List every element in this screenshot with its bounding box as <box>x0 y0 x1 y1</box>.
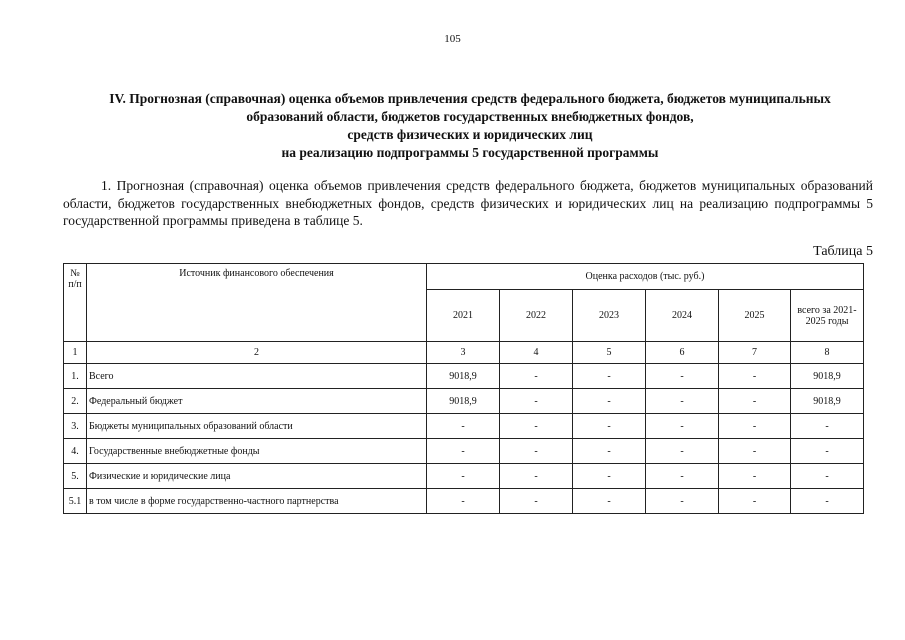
value-2024: - <box>646 414 719 439</box>
section-heading <box>40 90 900 162</box>
row-source: Федеральный бюджет <box>87 389 427 414</box>
table-row <box>64 364 864 389</box>
index-cell: 6 <box>646 342 719 364</box>
financing-table <box>63 263 864 514</box>
value-2025: - <box>719 489 791 514</box>
value-2021: - <box>427 464 500 489</box>
value-2023: - <box>573 464 646 489</box>
row-source: Физические и юридические лица <box>87 464 427 489</box>
heading-line: образований области, бюджетов государственных внебюджетных фондов, <box>246 109 694 124</box>
row-source: Всего <box>87 364 427 389</box>
row-num: 1. <box>64 364 87 389</box>
table-caption: Таблица 5 <box>813 244 873 259</box>
row-source: Бюджеты муниципальных образований области <box>87 414 427 439</box>
body-paragraph: 1. Прогнозная (справочная) оценка объемов привлечения средств федерального бюджета, бюджетов муниципальных образований области, бюджетов государственных внебюджетных фондов, средств физических и юридических лиц на реализацию подпрограммы 5 государственной программы приведена в таблице 5. <box>63 178 873 228</box>
table-row <box>64 389 864 414</box>
heading-line: средств физических и юридических лиц <box>347 127 593 142</box>
table-row <box>64 439 864 464</box>
value-total: 9018,9 <box>791 364 864 389</box>
table-row <box>64 464 864 489</box>
value-2024: - <box>646 489 719 514</box>
index-cell: 3 <box>427 342 500 364</box>
header-estimate: Оценка расходов (тыс. руб.) <box>427 264 864 290</box>
value-2021: - <box>427 439 500 464</box>
header-year: 2024 <box>646 290 719 342</box>
value-2022: - <box>500 489 573 514</box>
value-2021: - <box>427 489 500 514</box>
page-number: 105 <box>444 33 461 45</box>
value-2025: - <box>719 464 791 489</box>
heading-line: на реализацию подпрограммы 5 государственной программы <box>281 145 659 160</box>
value-2025: - <box>719 389 791 414</box>
row-source: Государственные внебюджетные фонды <box>87 439 427 464</box>
value-2022: - <box>500 414 573 439</box>
value-2022: - <box>500 364 573 389</box>
value-2025: - <box>719 414 791 439</box>
value-2022: - <box>500 439 573 464</box>
row-num: 5. <box>64 464 87 489</box>
value-2025: - <box>719 364 791 389</box>
header-year: 2022 <box>500 290 573 342</box>
header-year: 2025 <box>719 290 791 342</box>
value-2025: - <box>719 439 791 464</box>
value-2023: - <box>573 364 646 389</box>
value-total: - <box>791 464 864 489</box>
index-cell: 7 <box>719 342 791 364</box>
row-source: в том числе в форме государственно-частного партнерства <box>87 489 427 514</box>
value-total: 9018,9 <box>791 389 864 414</box>
value-2023: - <box>573 414 646 439</box>
value-2022: - <box>500 464 573 489</box>
value-2021: - <box>427 414 500 439</box>
row-num: 3. <box>64 414 87 439</box>
header-year: 2023 <box>573 290 646 342</box>
value-2022: - <box>500 389 573 414</box>
index-cell: 8 <box>791 342 864 364</box>
header-num: № п/п <box>64 264 87 342</box>
value-2024: - <box>646 389 719 414</box>
value-total: - <box>791 414 864 439</box>
value-2024: - <box>646 439 719 464</box>
header-total: всего за 2021-2025 годы <box>791 290 864 342</box>
value-2024: - <box>646 364 719 389</box>
table-row <box>64 414 864 439</box>
value-2023: - <box>573 489 646 514</box>
index-cell: 5 <box>573 342 646 364</box>
header-row <box>64 264 864 290</box>
value-2021: 9018,9 <box>427 389 500 414</box>
value-2023: - <box>573 439 646 464</box>
index-cell: 1 <box>64 342 87 364</box>
table-row <box>64 489 864 514</box>
index-cell: 2 <box>87 342 427 364</box>
index-row <box>64 342 864 364</box>
header-source: Источник финансового обеспечения <box>87 264 427 342</box>
row-num: 5.1 <box>64 489 87 514</box>
row-num: 2. <box>64 389 87 414</box>
value-total: - <box>791 489 864 514</box>
heading-line: IV. Прогнозная (справочная) оценка объемов привлечения средств федерального бюджета, бюджетов муниципальных <box>109 91 831 106</box>
value-2023: - <box>573 389 646 414</box>
value-2021: 9018,9 <box>427 364 500 389</box>
header-year: 2021 <box>427 290 500 342</box>
value-total: - <box>791 439 864 464</box>
index-cell: 4 <box>500 342 573 364</box>
value-2024: - <box>646 464 719 489</box>
row-num: 4. <box>64 439 87 464</box>
